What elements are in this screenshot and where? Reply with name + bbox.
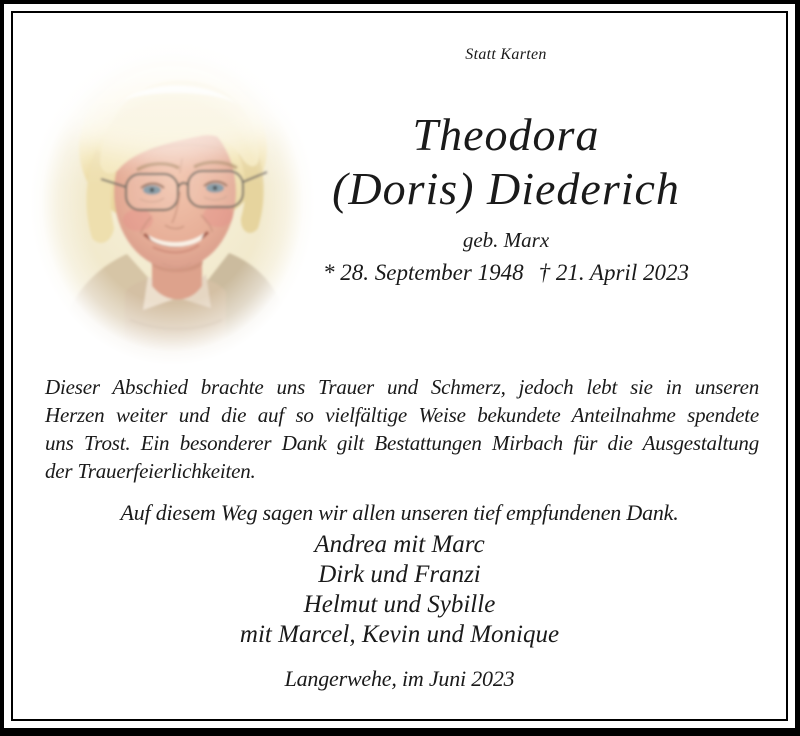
- birth-date: * 28. September 1948: [323, 260, 524, 285]
- thanks-intro: Auf diesem Weg sagen wir allen unseren tief empfundenen Dank.: [120, 500, 679, 525]
- place-and-date: Langerwehe, im Juni 2023: [284, 666, 515, 691]
- obituary-line: der Trauerfeierlichkeiten.: [45, 459, 256, 483]
- deceased-first-name: Theodora: [412, 109, 600, 160]
- mourning-border: [11, 11, 788, 721]
- maiden-name: geb. Marx: [462, 228, 550, 252]
- announcement-header: [253, 46, 759, 286]
- mourners-list: [13, 530, 786, 650]
- mourner-line: mit Marcel, Kevin und Monique: [239, 621, 560, 648]
- obituary-line: Dieser Abschied brachte uns Trauer und Schmerz, jedoch lebt sie in unseren: [45, 375, 759, 399]
- life-dates: [253, 260, 759, 286]
- obituary-line: uns Trost. Ein besonderer Dank gilt Bestattungen Mirbach für die Ausgestaltung: [45, 431, 759, 455]
- death-date: † 21. April 2023: [538, 260, 689, 285]
- deceased-last-name: (Doris) Diederich: [332, 163, 680, 214]
- card-content: [13, 13, 786, 719]
- mourner-line: Andrea mit Marc: [314, 531, 485, 558]
- mourner-line: Dirk und Franzi: [318, 561, 481, 588]
- obituary-line: Herzen weiter und die auf so vielfältige Weise bekundete Anteilnahme spendete: [45, 403, 759, 427]
- obituary-text: [45, 373, 759, 485]
- statt-karten-note: Statt Karten: [465, 46, 547, 63]
- mourner-line: Helmut und Sybille: [303, 591, 496, 618]
